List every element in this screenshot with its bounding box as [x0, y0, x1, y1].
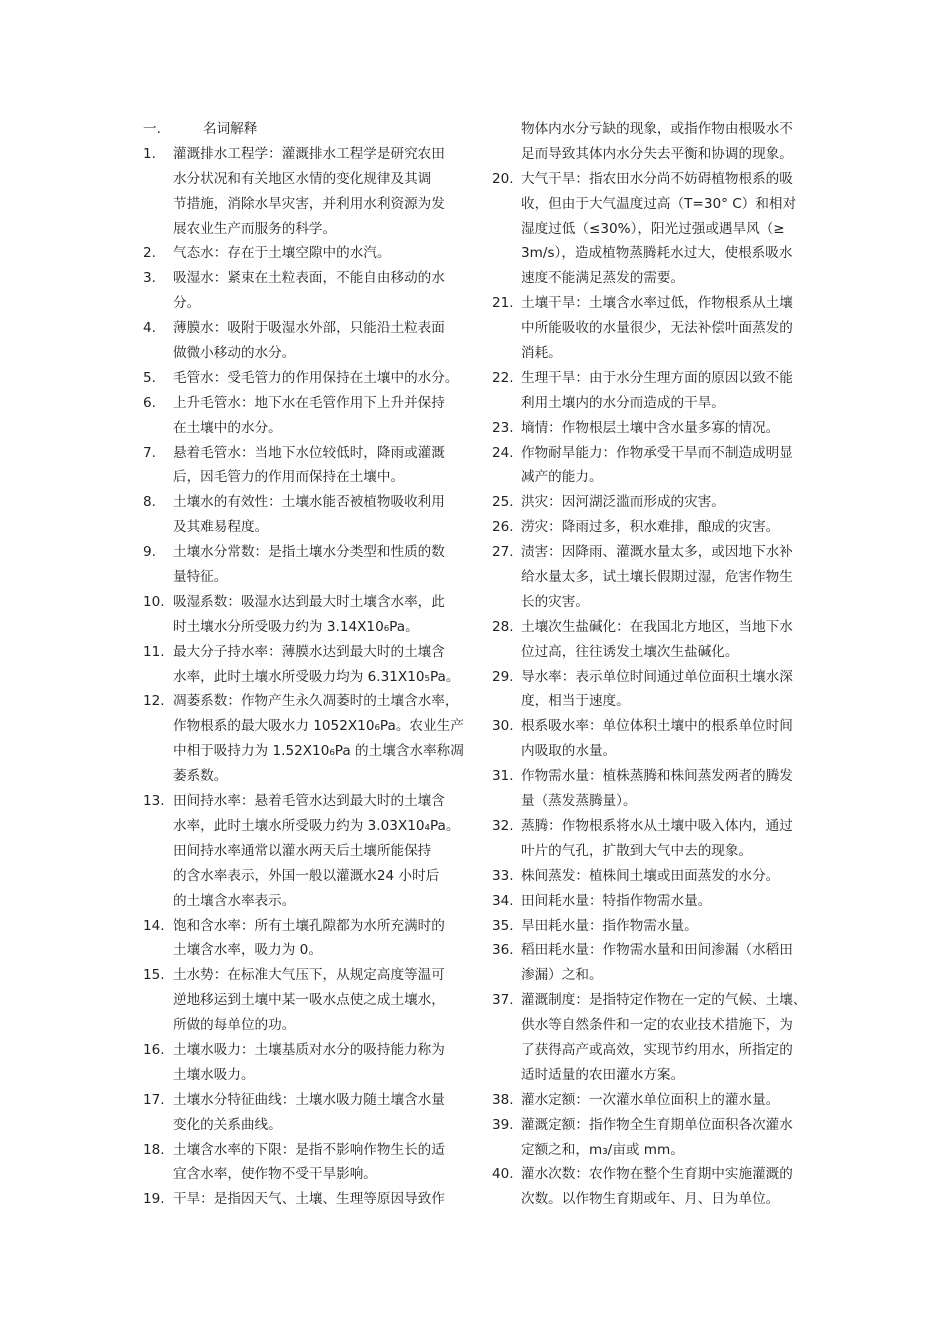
term-text: 速度不能满足蒸发的需要。 — [521, 270, 685, 287]
term-entry — [492, 988, 812, 1013]
term-text: 供水等自然条件和一定的农业技术措施下，为 — [521, 1017, 793, 1034]
term-continuation-line — [143, 814, 465, 839]
term-text: 渗漏）之和。 — [521, 967, 603, 984]
term-continuation-line — [492, 739, 812, 764]
term-continuation-line — [492, 1063, 812, 1088]
term-text: 水分状况和有关地区水情的变化规律及其调 — [173, 170, 432, 187]
term-continuation-line — [492, 1038, 812, 1063]
term-continuation-line — [492, 142, 812, 167]
term-text: 薄膜水：吸附于吸湿水外部，只能沿土粒表面 — [173, 320, 445, 337]
term-text: 3m/s），造成植物蒸腾耗水过大，使根系吸水 — [521, 245, 793, 262]
term-number: 30. — [492, 718, 514, 735]
term-text: 灌溉制度：是指特定作物在一定的气候、土壤、 — [521, 992, 807, 1009]
section-number: 一. — [143, 121, 161, 137]
term-number: 4. — [143, 320, 156, 337]
term-continuation-line — [492, 192, 812, 217]
term-continuation-line — [143, 839, 465, 864]
term-text: 灌水次数：农作物在整个生育期中实施灌溉的 — [521, 1166, 793, 1183]
term-text: 田间持水率：悬着毛管水达到最大时的土壤含 — [173, 793, 445, 810]
term-entry — [492, 615, 812, 640]
term-text: 土壤含水率的下限：是指不影响作物生长的适 — [173, 1141, 445, 1158]
term-entry — [143, 689, 465, 714]
term-text: 在土壤中的水分。 — [173, 419, 282, 436]
term-entry — [492, 1162, 812, 1187]
term-entry — [492, 515, 812, 540]
term-continuation-line — [492, 117, 812, 142]
term-text: 蒸腾：作物根系将水从土壤中吸入体内，通过 — [521, 817, 793, 834]
term-text: 土壤含水率，吸力为 0。 — [173, 942, 322, 959]
term-text: 叶片的气孔，扩散到大气中去的现象。 — [521, 842, 753, 859]
term-continuation-line — [143, 465, 465, 490]
term-number: 34. — [492, 892, 514, 909]
term-continuation-line — [143, 1162, 465, 1187]
term-text: 株间蒸发：植株间土壤或田面蒸发的水分。 — [521, 867, 780, 884]
term-continuation-line — [143, 714, 465, 739]
right-column — [492, 117, 812, 1212]
term-entry — [143, 142, 465, 167]
term-continuation-line — [143, 167, 465, 192]
term-continuation-line — [492, 465, 812, 490]
term-continuation-line — [143, 341, 465, 366]
term-number: 17. — [143, 1091, 165, 1108]
term-number: 27. — [492, 544, 514, 561]
term-entry — [492, 914, 812, 939]
term-text: 土壤水分特征曲线：土壤水吸力随土壤含水量 — [173, 1091, 445, 1108]
term-number: 21. — [492, 295, 514, 312]
term-text: 定额之和，m₃/亩或 mm。 — [521, 1141, 684, 1158]
term-text: 分。 — [173, 295, 201, 312]
term-entry — [143, 316, 465, 341]
term-text: 洪灾：因河湖泛滥而形成的灾害。 — [521, 494, 725, 511]
term-entry — [492, 665, 812, 690]
term-text: 利用土壤内的水分而造成的干旱。 — [521, 394, 725, 411]
term-entry — [492, 938, 812, 963]
term-entry — [143, 1187, 465, 1212]
term-text: 适时适量的农田灌水方案。 — [521, 1066, 685, 1083]
term-text: 宜含水率，使作物不受干旱影响。 — [173, 1166, 377, 1183]
term-continuation-line — [143, 217, 465, 242]
term-continuation-line — [143, 764, 465, 789]
term-text: 减产的能力。 — [521, 469, 603, 486]
term-text: 水率，此时土壤水所受吸力均为 6.31X10₅Pa。 — [173, 668, 460, 685]
term-text: 给水量太多，试土壤长假期过湿，危害作物生 — [521, 569, 793, 586]
term-entry — [143, 1038, 465, 1063]
term-number: 28. — [492, 618, 514, 635]
term-entry — [143, 391, 465, 416]
term-continuation-line — [143, 1113, 465, 1138]
term-entry — [492, 814, 812, 839]
term-text: 田间持水率通常以灌水两天后土壤所能保持 — [173, 842, 432, 859]
term-text: 土壤水的有效性：土壤水能否被植物吸收利用 — [173, 494, 445, 511]
term-text: 灌溉排水工程学：灌溉排水工程学是研究农田 — [173, 145, 445, 162]
term-number: 20. — [492, 170, 514, 187]
term-continuation-line — [143, 515, 465, 540]
term-number: 7. — [143, 444, 156, 461]
term-continuation-line — [143, 565, 465, 590]
term-text: 上升毛管水：地下水在毛管作用下上升并保持 — [173, 394, 445, 411]
term-text: 凋萎系数：作物产生永久凋萎时的土壤含水率， — [173, 693, 459, 710]
term-continuation-line — [143, 889, 465, 914]
term-continuation-line — [143, 1063, 465, 1088]
term-text: 水率，此时土壤水所受吸力约为 3.03X10₄Pa。 — [173, 817, 460, 834]
term-text: 渍害：因降雨、灌溉水量太多，或因地下水补 — [521, 544, 793, 561]
term-entry — [143, 789, 465, 814]
term-text: 作物耐旱能力：作物承受干旱而不制造成明显 — [521, 444, 793, 461]
term-number: 1. — [143, 145, 156, 162]
term-entry — [492, 441, 812, 466]
term-number: 3. — [143, 270, 156, 287]
section-heading — [143, 117, 465, 142]
term-text: 做微小移动的水分。 — [173, 345, 296, 362]
term-number: 18. — [143, 1141, 165, 1158]
term-entry — [492, 764, 812, 789]
term-number: 11. — [143, 643, 165, 660]
term-continuation-line — [492, 391, 812, 416]
term-entry — [492, 291, 812, 316]
term-number: 10. — [143, 593, 165, 610]
term-entry — [492, 1113, 812, 1138]
term-text: 次数。以作物生育期或年、月、日为单位。 — [521, 1191, 780, 1208]
term-text: 土壤次生盐碱化：在我国北方地区，当地下水 — [521, 618, 793, 635]
term-text: 长的灾害。 — [521, 593, 589, 610]
term-text: 土壤干旱：土壤含水率过低，作物根系从土壤 — [521, 295, 793, 312]
term-text: 饱和含水率：所有土壤孔隙都为水所充满时的 — [173, 917, 445, 934]
term-continuation-line — [492, 1013, 812, 1038]
term-continuation-line — [492, 266, 812, 291]
term-continuation-line — [492, 565, 812, 590]
term-text: 及其难易程度。 — [173, 519, 269, 536]
term-text: 墒情：作物根层土壤中含水量多寡的情况。 — [521, 419, 780, 436]
term-number: 26. — [492, 519, 514, 536]
term-continuation-line — [143, 416, 465, 441]
term-entry — [143, 1088, 465, 1113]
term-text: 所做的每单位的功。 — [173, 1017, 296, 1034]
term-continuation-line — [492, 316, 812, 341]
term-text: 后，因毛管力的作用而保持在土壤中。 — [173, 469, 405, 486]
term-text: 涝灾：降雨过多，积水难排，酿成的灾害。 — [521, 519, 780, 536]
term-text: 的土壤含水率表示。 — [173, 892, 296, 909]
term-number: 8. — [143, 494, 156, 511]
term-number: 24. — [492, 444, 514, 461]
left-term-list — [143, 142, 465, 1212]
term-text: 最大分子持水率：薄膜水达到最大时的土壤含 — [173, 643, 445, 660]
term-entry — [143, 490, 465, 515]
term-continuation-line — [143, 938, 465, 963]
term-text: 生理干旱：由于水分生理方面的原因以致不能 — [521, 369, 793, 386]
term-entry — [143, 914, 465, 939]
term-text: 田间耗水量：特指作物需水量。 — [521, 892, 712, 909]
term-number: 23. — [492, 419, 514, 436]
term-text: 内吸取的水量。 — [521, 743, 617, 760]
term-entry — [143, 963, 465, 988]
term-text: 足而导致其体内水分失去平衡和协调的现象。 — [521, 145, 793, 162]
term-text: 中所能吸收的水量很少，无法补偿叶面蒸发的 — [521, 320, 793, 337]
term-text: 消耗。 — [521, 345, 562, 362]
term-entry — [143, 540, 465, 565]
term-number: 16. — [143, 1041, 165, 1058]
term-entry — [143, 590, 465, 615]
term-number: 32. — [492, 817, 514, 834]
term-continuation-line — [492, 839, 812, 864]
term-continuation-line — [143, 665, 465, 690]
term-text: 时土壤水分所受吸力约为 3.14X10₆Pa。 — [173, 618, 419, 635]
term-continuation-line — [143, 864, 465, 889]
term-entry — [143, 640, 465, 665]
term-number: 25. — [492, 494, 514, 511]
term-text: 土壤水吸力：土壤基质对水分的吸持能力称为 — [173, 1041, 445, 1058]
term-number: 35. — [492, 917, 514, 934]
term-text: 吸湿水：紧束在土粒表面，不能自由移动的水 — [173, 270, 445, 287]
term-text: 展农业生产而服务的科学。 — [173, 220, 337, 237]
term-number: 40. — [492, 1166, 514, 1183]
term-text: 作物需水量：植株蒸腾和株间蒸发两者的腾发 — [521, 768, 793, 785]
term-text: 作物根系的最大吸水力 1052X10₆Pa。农业生产 — [173, 718, 464, 735]
term-text: 悬着毛管水：当地下水位较低时，降雨或灌溉 — [173, 444, 445, 461]
section-title: 名词解释 — [203, 121, 258, 137]
term-continuation-line — [143, 291, 465, 316]
term-entry — [143, 1138, 465, 1163]
term-text: 导水率：表示单位时间通过单位面积土壤水深 — [521, 668, 793, 685]
term-text: 吸湿系数：吸湿水达到最大时土壤含水率，此 — [173, 593, 445, 610]
term-text: 量（蒸发蒸腾量）。 — [521, 793, 637, 810]
term-entry — [143, 441, 465, 466]
term-entry — [492, 714, 812, 739]
term-continuation-line — [492, 241, 812, 266]
term-continuation-line — [143, 615, 465, 640]
term-entry — [492, 1088, 812, 1113]
term-text: 土壤水分常数：是指土壤水分类型和性质的数 — [173, 544, 445, 561]
term-continuation-line — [492, 689, 812, 714]
term-continuation-line — [492, 1187, 812, 1212]
term-text: 了获得高产或高效，实现节约用水，所指定的 — [521, 1041, 793, 1058]
term-continuation-line — [492, 217, 812, 242]
term-text: 旱田耗水量：指作物需水量。 — [521, 917, 698, 934]
term-number: 13. — [143, 793, 165, 810]
term-number: 22. — [492, 369, 514, 386]
term-entry — [492, 540, 812, 565]
term-continuation-line — [492, 640, 812, 665]
term-number: 5. — [143, 369, 156, 386]
term-entry — [143, 241, 465, 266]
term-continuation-line — [143, 739, 465, 764]
term-text: 中相于吸持力为 1.52X10₆Pa 的土壤含水率称凋 — [173, 743, 464, 760]
term-number: 15. — [143, 967, 165, 984]
term-continuation-line — [492, 590, 812, 615]
term-text: 量特征。 — [173, 569, 228, 586]
term-text: 逆地移运到土壤中某一吸水点使之成土壤水， — [173, 992, 445, 1009]
term-number: 9. — [143, 544, 156, 561]
term-continuation-line — [492, 341, 812, 366]
term-number: 38. — [492, 1091, 514, 1108]
term-entry — [143, 266, 465, 291]
term-text: 位过高，往往诱发土壤次生盐碱化。 — [521, 643, 739, 660]
term-continuation-line — [492, 963, 812, 988]
term-text: 土水势：在标准大气压下，从规定高度等温可 — [173, 967, 445, 984]
term-text: 大气干旱：指农田水分尚不妨碍植物根系的吸 — [521, 170, 793, 187]
term-entry — [492, 889, 812, 914]
term-number: 2. — [143, 245, 156, 262]
term-entry — [492, 167, 812, 192]
term-number: 6. — [143, 394, 156, 411]
term-text: 干旱：是指因天气、土壤、生理等原因导致作 — [173, 1191, 445, 1208]
term-continuation-line — [143, 988, 465, 1013]
term-entry — [492, 490, 812, 515]
term-continuation-line — [492, 789, 812, 814]
term-entry — [492, 366, 812, 391]
term-number: 33. — [492, 867, 514, 884]
term-text: 灌水定额：一次灌水单位面积上的灌水量。 — [521, 1091, 780, 1108]
term-number: 37. — [492, 992, 514, 1009]
term-text: 度，相当于速度。 — [521, 693, 630, 710]
term-text: 变化的关系曲线。 — [173, 1116, 282, 1133]
term-entry — [492, 416, 812, 441]
term-text: 的含水率表示，外国一般以灌溉水24 小时后 — [173, 867, 440, 884]
term-number: 36. — [492, 942, 514, 959]
term-number: 19. — [143, 1191, 165, 1208]
term-text: 土壤水吸力。 — [173, 1066, 255, 1083]
right-term-list — [492, 117, 812, 1212]
left-column — [143, 117, 465, 1212]
term-text: 节措施，消除水旱灾害，并利用水利资源为发 — [173, 195, 445, 212]
term-text: 毛管水：受毛管力的作用保持在土壤中的水分。 — [173, 369, 459, 386]
term-number: 31. — [492, 768, 514, 785]
term-number: 29. — [492, 668, 514, 685]
term-text: 萎系数。 — [173, 768, 228, 785]
term-number: 14. — [143, 917, 165, 934]
term-continuation-line — [143, 1013, 465, 1038]
term-continuation-line — [143, 192, 465, 217]
term-text: 收，但由于大气温度过高（T=30° C）和相对 — [521, 195, 797, 212]
term-continuation-line — [492, 1138, 812, 1163]
term-text: 湿度过低（≤30%），阳光过强或遇旱风（≥ — [521, 220, 785, 237]
term-text: 物体内水分亏缺的现象，或指作物由根吸水不 — [521, 121, 793, 137]
term-entry — [143, 366, 465, 391]
term-entry — [492, 864, 812, 889]
term-text: 气态水：存在于土壤空隙中的水汽。 — [173, 245, 391, 262]
term-number: 12. — [143, 693, 165, 710]
term-text: 灌溉定额：指作物全生育期单位面积各次灌水 — [521, 1116, 793, 1133]
term-number: 39. — [492, 1116, 514, 1133]
term-text: 稻田耗水量：作物需水量和田间渗漏（水稻田 — [521, 942, 793, 959]
term-text: 根系吸水率：单位体积土壤中的根系单位时间 — [521, 718, 793, 735]
